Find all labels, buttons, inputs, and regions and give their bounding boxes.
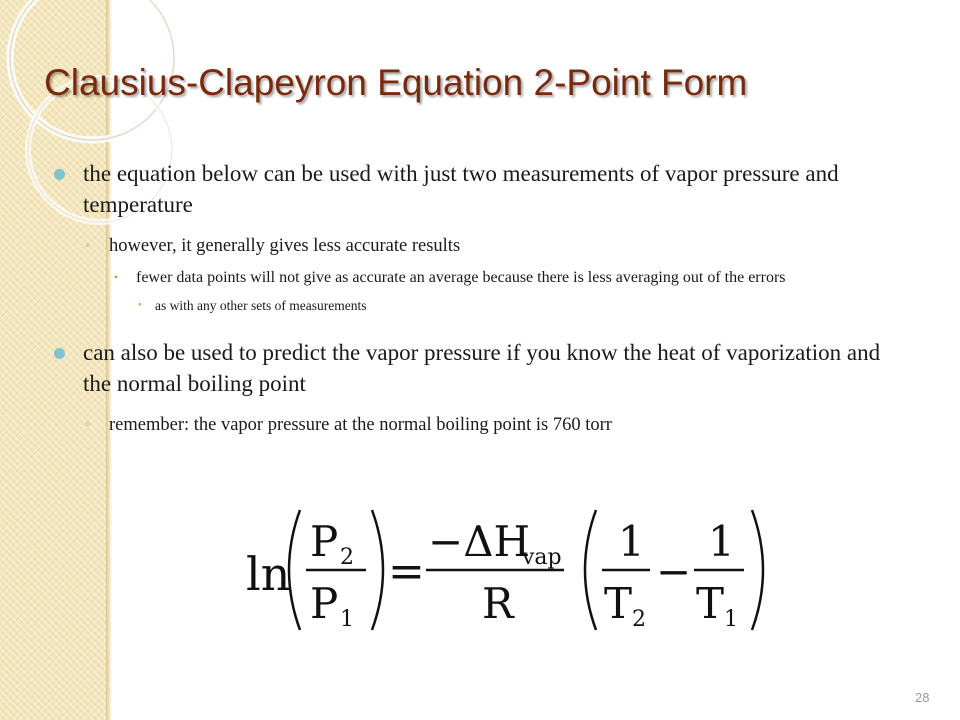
bullet-text: fewer data points will not give as accurate an average because there is less averaging out of the errors <box>136 269 786 286</box>
dot-bullet-icon: • <box>138 300 142 311</box>
bullet-text: remember: the vapor pressure at the normal boiling point is 760 torr <box>109 415 612 435</box>
ln-symbol: ln <box>246 547 291 601</box>
ring-bullet-icon: ◦ <box>85 237 91 254</box>
round-bullet-icon <box>54 169 65 180</box>
minus-sign: − <box>656 547 692 596</box>
numerator-one-b: 1 <box>708 517 735 566</box>
p1-symbol: P <box>310 579 339 628</box>
p2-symbol: P <box>310 517 339 566</box>
sub-bullet-item <box>52 413 912 437</box>
bullet-list <box>52 158 912 437</box>
t2-subscript: 2 <box>632 607 646 632</box>
round-bullet-icon <box>54 348 65 359</box>
t1-symbol: T <box>696 579 725 628</box>
p2-subscript: 2 <box>340 545 354 570</box>
page-number: 28 <box>915 690 930 705</box>
level4-bullet-item <box>52 297 912 315</box>
bullet-item <box>52 337 912 399</box>
numerator-one-a: 1 <box>618 517 645 566</box>
r-constant: R <box>482 579 514 628</box>
bullet-text: as with any other sets of measurements <box>155 298 367 313</box>
equals-sign: = <box>388 546 425 597</box>
vap-subscript: vap <box>522 545 562 570</box>
bullet-item <box>52 158 912 220</box>
t1-subscript: 1 <box>724 607 738 632</box>
sub-sub-bullet-item <box>52 267 912 288</box>
t2-symbol: T <box>604 579 633 628</box>
equation-graphic <box>244 500 774 640</box>
neg-delta-h: −ΔH <box>428 517 531 566</box>
bullet-text: however, it generally gives less accurate results <box>109 236 461 256</box>
clausius-clapeyron-equation <box>244 500 774 640</box>
ring-bullet-icon: ◦ <box>85 416 91 433</box>
p1-subscript: 1 <box>340 607 354 632</box>
slide-title: Clausius-Clapeyron Equation 2-Point Form <box>44 62 748 103</box>
dot-bullet-icon: • <box>114 270 119 284</box>
bullet-text: the equation below can be used with just two measurements of vapor pressure and temperature <box>83 161 839 217</box>
sub-bullet-item <box>52 234 912 258</box>
bullet-text: can also be used to predict the vapor pressure if you know the heat of vaporization and the normal boiling point <box>83 340 881 396</box>
